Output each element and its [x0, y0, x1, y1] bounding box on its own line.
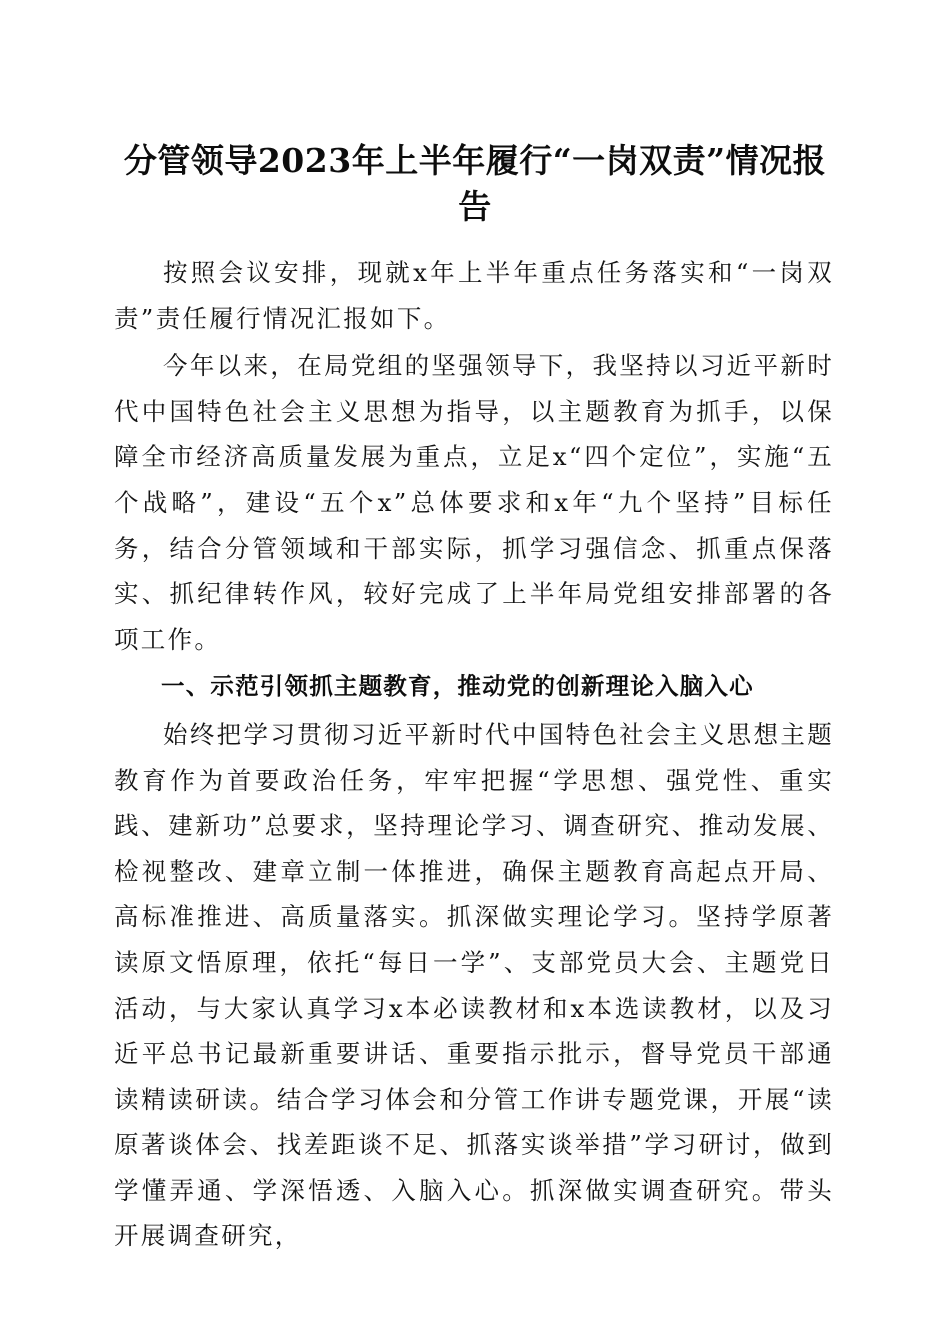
document-body — [114, 250, 834, 1261]
section-1-paragraph: 始终把学习贯彻习近平新时代中国特色社会主义思想主题教育作为首要政治任务，牢牢把握“学思想、强党性、重实践、建新功”总要求，坚持理论学习、调查研究、推动发展、检视整改、建章立制一体推进，确保主题教育高起点开局、高标准推进、高质量落实。抓深做实理论学习。坚持学原著读原文悟原理，依托“每日一学”、支部党员大会、主题党日活动，与大家认真学习x本必读教材和x本选读教材，以及习近平总书记最新重要讲话、重要指示批示，督导党员干部通读精读研读。结合学习体会和分管工作讲专题党课，开展“读原著谈体会、找差距谈不足、抓落实谈举措”学习研讨，做到学懂弄通、学深悟透、入脑入心。抓深做实调查研究。带头开展调查研究， — [114, 719, 834, 1251]
document-title: 分管领导2023年上半年履行“一岗双责”情况报告 — [123, 141, 827, 226]
section-heading-1: 一、示范引领抓主题教育，推动党的创新理论入脑入心 — [161, 672, 754, 701]
overview-paragraph: 今年以来，在局党组的坚强领导下，我坚持以习近平新时代中国特色社会主义思想为指导，以主题教育为抓手，以保障全市经济高质量发展为重点，立足x“四个定位”，实施“五个战略”，建设“五个x”总体要求和x年“九个坚持”目标任务，结合分管领域和干部实际，抓学习强信念、抓重点保落实、抓纪律转作风，较好完成了上半年局党组安排部署的各项工作。 — [114, 351, 834, 654]
intro-paragraph: 按照会议安排，现就x年上半年重点任务落实和“一岗双责”责任履行情况汇报如下。 — [114, 258, 834, 333]
